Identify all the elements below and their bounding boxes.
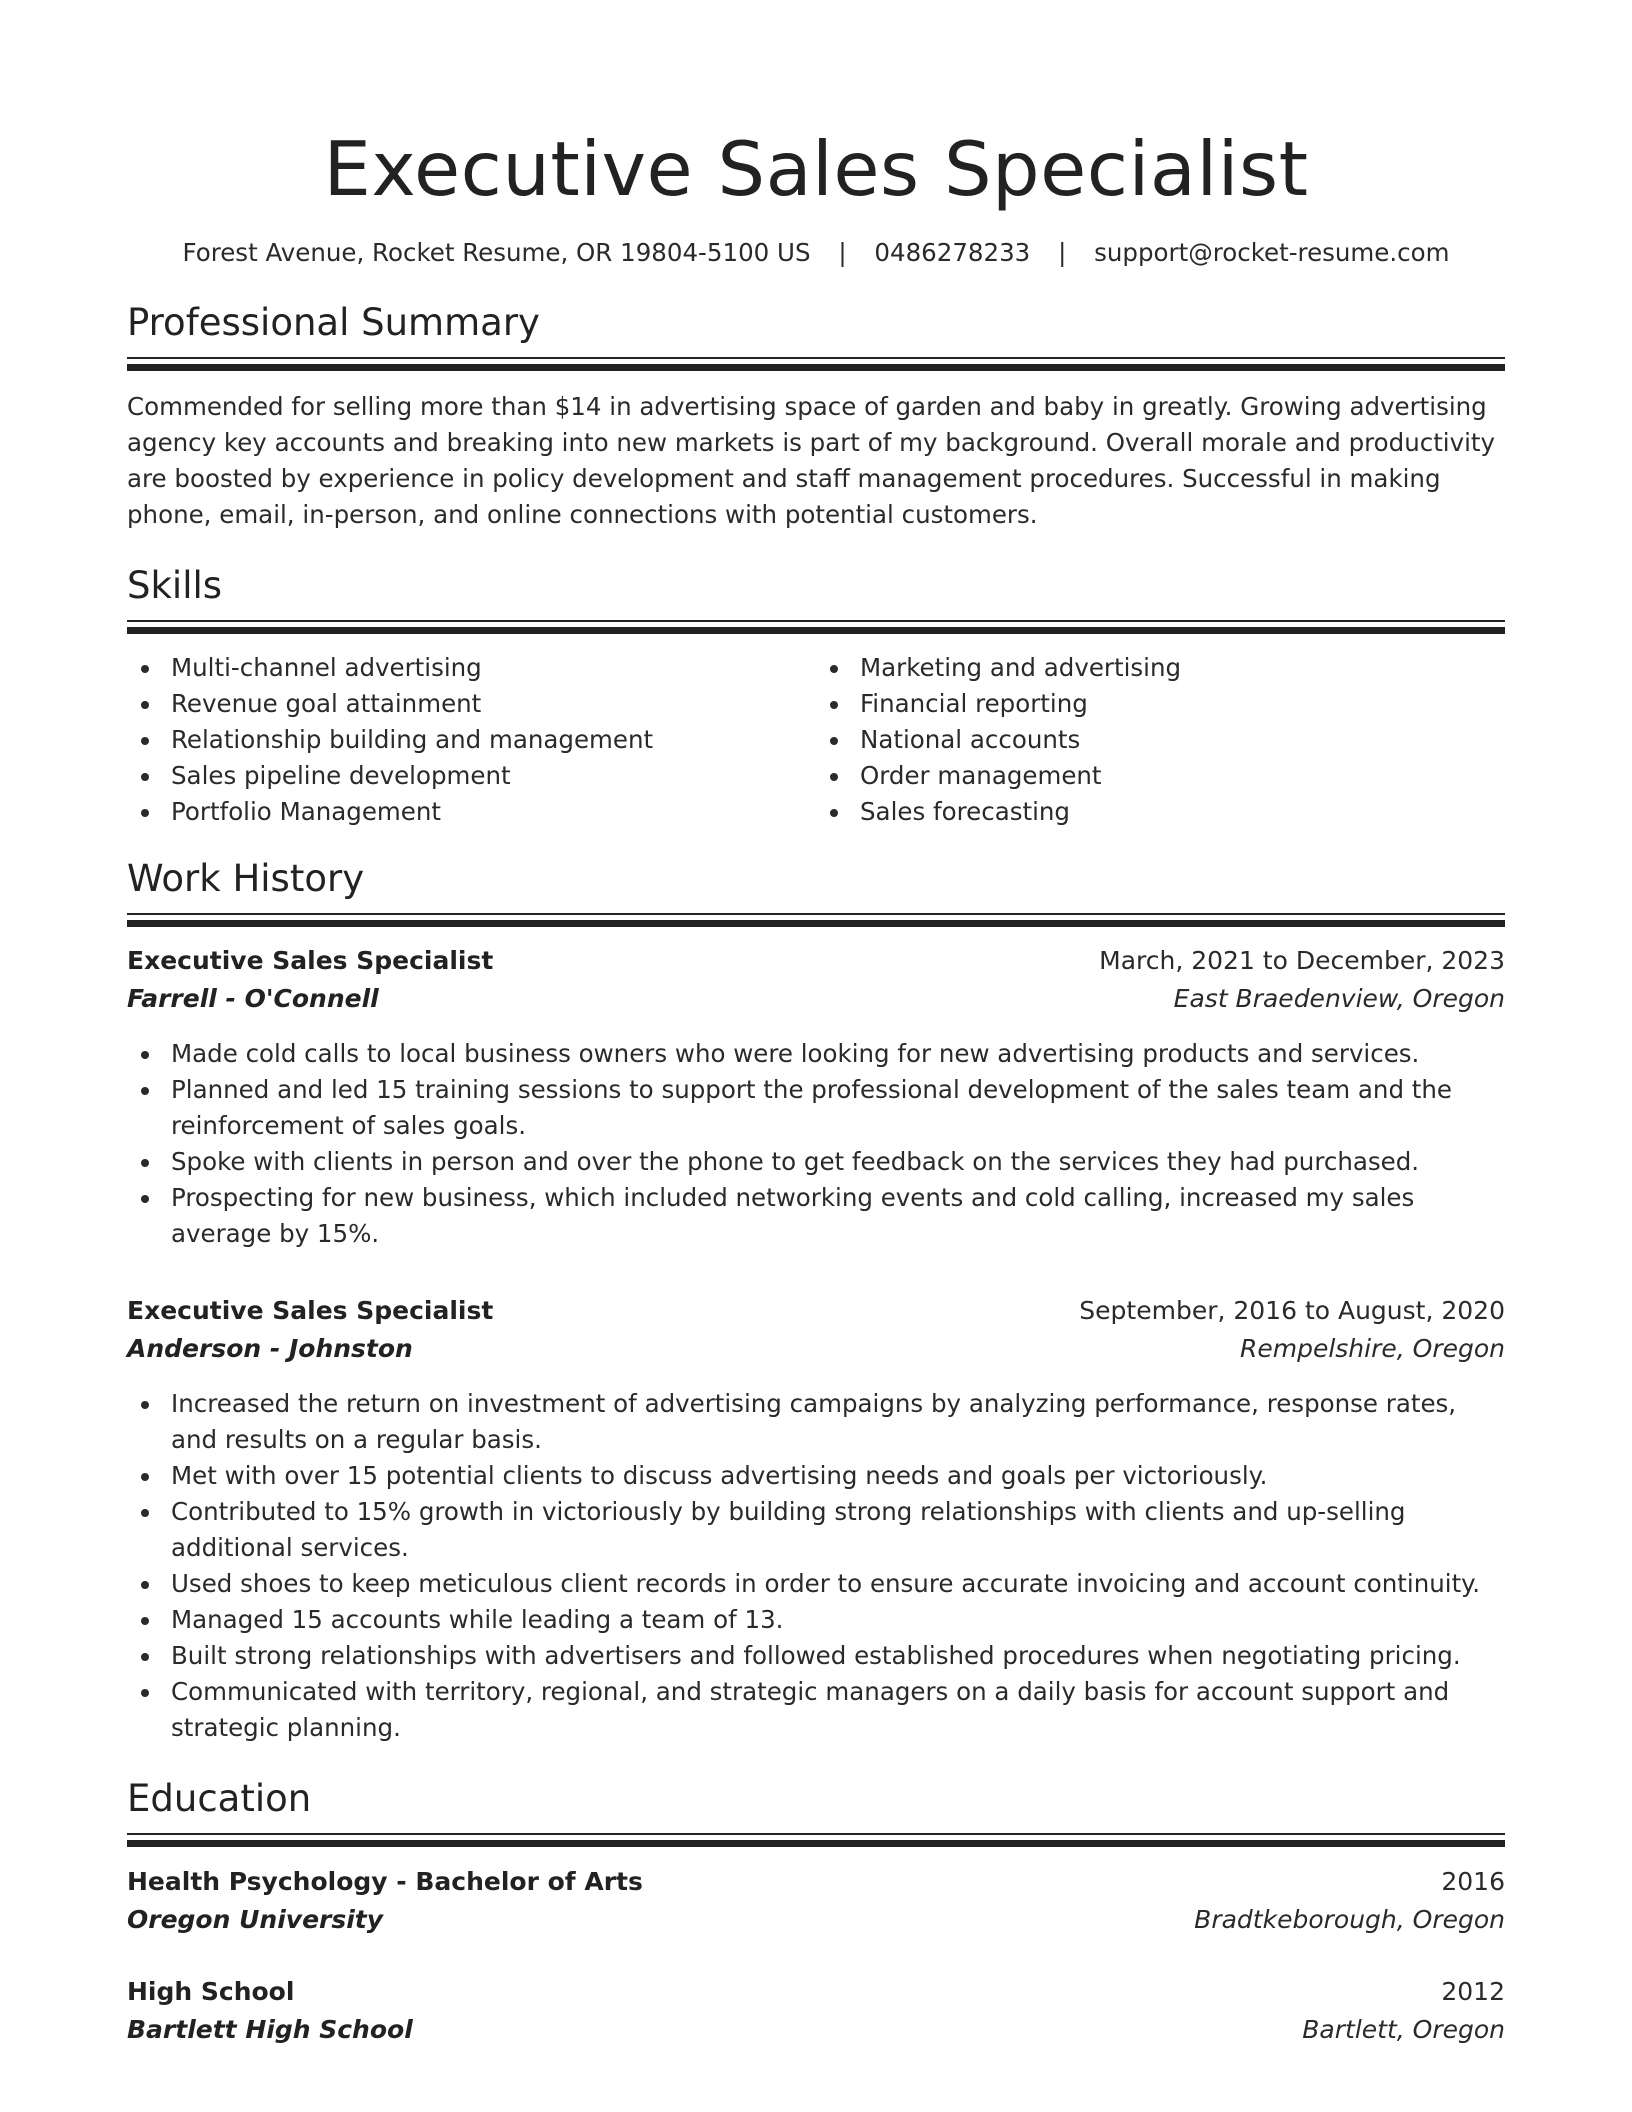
resume-title: Executive Sales Specialist [323, 125, 1309, 213]
job-bullet: Prospecting for new business, which included networking events and cold calling, increased my sales average by 15%. [127, 1180, 1505, 1252]
job-company: Anderson - Johnston [127, 1334, 413, 1363]
education-entry [127, 1863, 1505, 1939]
education-entry [127, 1973, 1505, 2049]
skills-heading: Skills [127, 564, 223, 607]
section-divider-thick [127, 627, 1505, 634]
job-entry [127, 942, 1505, 1252]
summary-section [127, 300, 1505, 533]
job-bullets [127, 1036, 1505, 1252]
job-bullet: Spoke with clients in person and over the phone to get feedback on the services they had purchased. [127, 1144, 1505, 1180]
skills-section [127, 563, 1505, 830]
section-divider [127, 913, 1505, 915]
contact-line [127, 236, 1505, 270]
education-year: 2012 [1441, 1977, 1505, 2006]
education-location: Bradtkeborough, Oregon [1194, 1905, 1505, 1934]
contact-phone: 0486278233 [874, 238, 1031, 267]
job-entry [127, 1292, 1505, 1746]
job-dates: September, 2016 to August, 2020 [1079, 1296, 1505, 1325]
job-bullet: Increased the return on investment of advertising campaigns by analyzing performance, response rates, and results on a regular basis. [127, 1386, 1505, 1458]
education-school: Bartlett High School [127, 2015, 413, 2044]
job-company-row [127, 980, 1505, 1018]
section-divider-thick [127, 920, 1505, 927]
job-company: Farrell - O'Connell [127, 984, 379, 1013]
skill-item: Sales forecasting [816, 794, 1505, 830]
education-section [127, 1776, 1505, 2049]
summary-text: Commended for selling more than $14 in advertising space of garden and baby in greatly. Growing advertising agency key accounts and breaking into new markets is part of my background. Overall morale and productivity are boosted by experience in policy development and staff management procedures. Successful in making phone, email, in-person, and online connections with potential customers. [127, 392, 1496, 529]
contact-separator: | [838, 238, 847, 267]
job-title: Executive Sales Specialist [127, 1296, 494, 1325]
skill-item: Marketing and advertising [816, 650, 1505, 686]
section-divider [127, 1833, 1505, 1835]
work-history-heading: Work History [127, 857, 365, 900]
job-bullet: Used shoes to keep meticulous client records in order to ensure accurate invoicing and account continuity. [127, 1566, 1505, 1602]
skill-item: Order management [816, 758, 1505, 794]
education-heading: Education [127, 1777, 312, 1820]
skill-item: Multi-channel advertising [127, 650, 816, 686]
section-divider [127, 620, 1505, 622]
skill-item: Financial reporting [816, 686, 1505, 722]
work-history-section [127, 856, 1505, 1746]
job-bullet: Contributed to 15% growth in victoriously by building strong relationships with clients and up-selling additional services. [127, 1494, 1505, 1566]
job-bullet: Made cold calls to local business owners who were looking for new advertising products and services. [127, 1036, 1505, 1072]
education-degree: High School [127, 1977, 295, 2006]
skill-item: Sales pipeline development [127, 758, 816, 794]
job-header-row [127, 942, 1505, 980]
education-school-row [127, 2011, 1505, 2049]
skill-item: Relationship building and management [127, 722, 816, 758]
job-dates: March, 2021 to December, 2023 [1099, 946, 1505, 975]
skill-item: National accounts [816, 722, 1505, 758]
education-school: Oregon University [127, 1905, 384, 1934]
skill-item: Revenue goal attainment [127, 686, 816, 722]
section-divider [127, 357, 1505, 359]
section-divider-thick [127, 1840, 1505, 1847]
skills-column-right [816, 650, 1505, 830]
education-year: 2016 [1441, 1867, 1505, 1896]
contact-email: support@rocket-resume.com [1094, 238, 1450, 267]
job-bullet: Communicated with territory, regional, and strategic managers on a daily basis for account support and strategic planning. [127, 1674, 1505, 1746]
skill-item: Portfolio Management [127, 794, 816, 830]
contact-separator: | [1058, 238, 1067, 267]
job-location: East Braedenview, Oregon [1173, 984, 1505, 1013]
section-divider-thick [127, 364, 1505, 371]
job-location: Rempelshire, Oregon [1239, 1334, 1505, 1363]
job-header-row [127, 1292, 1505, 1330]
contact-address: Forest Avenue, Rocket Resume, OR 19804-5100 US [182, 238, 811, 267]
job-company-row [127, 1330, 1505, 1368]
job-title: Executive Sales Specialist [127, 946, 494, 975]
summary-heading: Professional Summary [127, 301, 540, 344]
education-location: Bartlett, Oregon [1302, 2015, 1505, 2044]
job-bullet: Managed 15 accounts while leading a team of 13. [127, 1602, 1505, 1638]
job-bullet: Planned and led 15 training sessions to support the professional development of the sales team and the reinforcement of sales goals. [127, 1072, 1505, 1144]
skills-column-left [127, 650, 816, 830]
education-header-row [127, 1863, 1505, 1901]
job-bullet: Built strong relationships with advertisers and followed established procedures when negotiating pricing. [127, 1638, 1505, 1674]
education-degree: Health Psychology - Bachelor of Arts [127, 1867, 643, 1896]
job-bullets [127, 1386, 1505, 1746]
education-school-row [127, 1901, 1505, 1939]
education-header-row [127, 1973, 1505, 2011]
job-bullet: Met with over 15 potential clients to discuss advertising needs and goals per victoriously. [127, 1458, 1505, 1494]
skills-grid [127, 650, 1505, 830]
